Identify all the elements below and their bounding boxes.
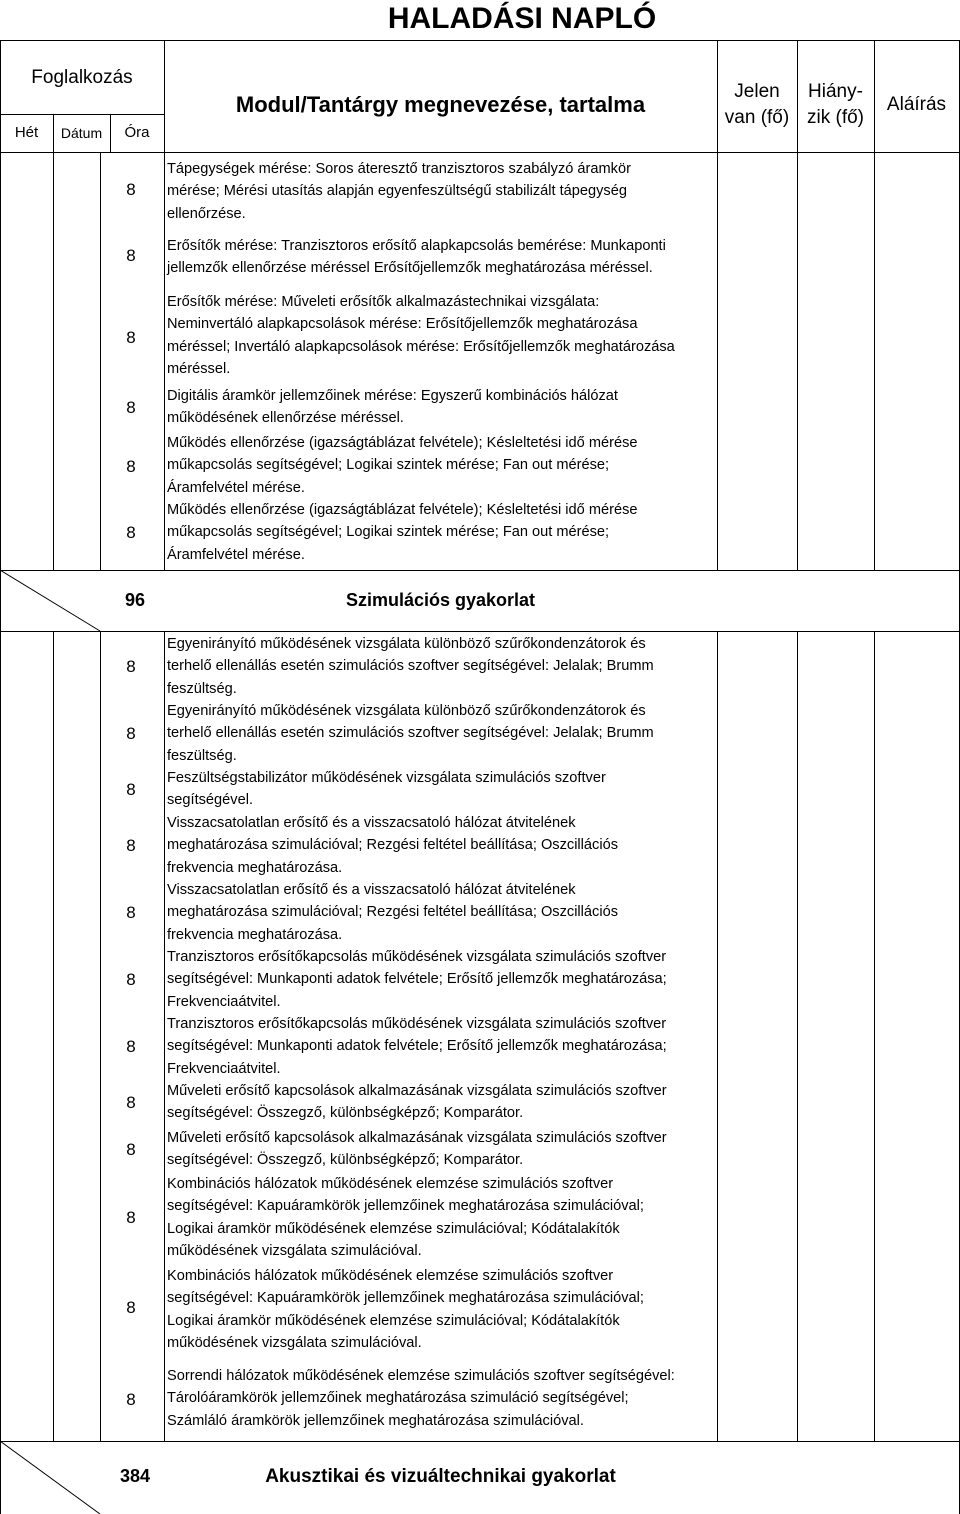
row-hours: 8 (126, 1390, 136, 1409)
row-hours: 8 (126, 836, 136, 855)
header-hiany-2: zik (fő) (807, 107, 864, 128)
row-hours: 8 (126, 724, 136, 743)
col-modul-border (164, 40, 165, 570)
row-topic: Egyenirányító működésének vizsgálata különböző szűrőkondenzátorok és terhelő ellenállás esetén szimulációs szoftver segítségével: Jelalak; Brumm feszültség. (167, 636, 654, 697)
row-hours: 8 (126, 328, 136, 347)
row-topic: Műveleti erősítő kapcsolások alkalmazásának vizsgálata szimulációs szoftver segítségével: Összegző, különbségképző; Komparátor. (167, 1130, 667, 1169)
col-jelen-border (717, 631, 718, 1441)
page-title: HALADÁSI NAPLÓ (387, 2, 657, 35)
row-hours: 8 (126, 657, 136, 676)
row-hours: 8 (126, 246, 136, 265)
header-jelen-1: Jelen (734, 81, 780, 102)
row-hours: 8 (126, 780, 136, 799)
section-title: Szimulációs gyakorlat (345, 590, 536, 610)
row-hours: 8 (126, 398, 136, 417)
col-ora-border (100, 631, 101, 1441)
row-topic: Visszacsatolatlan erősítő és a visszacsatoló hálózat átvitelének meghatározása szimulációval; Rezgési feltétel beállítása; Oszcillációs frekvencia meghatározása. (167, 882, 618, 943)
row-hours: 8 (126, 970, 136, 989)
row-topic: Digitális áramkör jellemzőinek mérése: Egyszerű kombinációs hálózat működésének ellenőrzése méréssel. (167, 388, 618, 427)
section1-diagonal (0, 570, 100, 631)
row-topic: Erősítők mérése: Műveleti erősítők alkalmazástechnikai vizsgálata: Neminvertáló alapkapcsolások mérése: Erősítőjellemzők meghatározása méréssel; Invertáló alapkapcsolások mérése: Erősítőjellemzők meghatározása méréssel. (167, 294, 675, 378)
header-datum: Dátum (60, 125, 103, 141)
section-hours: 384 (119, 1466, 151, 1486)
header-alairas: Aláírás (886, 94, 947, 115)
row-hours: 8 (126, 523, 136, 542)
row-hours: 8 (126, 457, 136, 476)
header-het: Hét (14, 124, 39, 141)
row-topic: Feszültségstabilizátor működésének vizsgálata szimulációs szoftver segítségével. (167, 770, 606, 809)
section-hours: 96 (124, 590, 146, 610)
row-topic: Működés ellenőrzése (igazságtáblázat felvétele); Késleltetési idő mérése műkapcsolás segítségével; Logikai szintek mérése; Fan out mérése; Áramfelvétel mérése. (167, 435, 638, 496)
row-topic: Erősítők mérése: Tranzisztoros erősítő alapkapcsolás bemérése: Munkaponti jellemzők ellenőrzése méréssel Erősítőjellemzők meghatározása méréssel. (167, 238, 666, 277)
row-hours: 8 (126, 1140, 136, 1159)
col-ora-border (100, 152, 101, 570)
row-topic: Visszacsatolatlan erősítő és a visszacsatoló hálózat átvitelének meghatározása szimulációval; Rezgési feltétel beállítása; Oszcillációs frekvencia meghatározása. (167, 815, 618, 876)
header-modul: Modul/Tantárgy megnevezése, tartalma (235, 92, 646, 117)
header-jelen-2: van (fő) (724, 107, 790, 128)
col-alairas-border (874, 40, 875, 570)
header-ora: Óra (124, 124, 150, 141)
row-hours: 8 (126, 180, 136, 199)
row-hours: 8 (126, 1093, 136, 1112)
row-topic: Tranzisztoros erősítőkapcsolás működésének vizsgálata szimulációs szoftver segítségével: Munkaponti adatok felvétele; Erősítő jellemzők meghatározása; Frekvenciaátvitel. (167, 1016, 667, 1077)
section2-diagonal (0, 1441, 100, 1514)
col-alairas-border (874, 631, 875, 1441)
row-topic: Tranzisztoros erősítőkapcsolás működésének vizsgálata szimulációs szoftver segítségével: Munkaponti adatok felvétele; Erősítő jellemzők meghatározása; Frekvenciaátvitel. (167, 949, 667, 1010)
header-bottom-border (0, 152, 960, 153)
row-topic: Működés ellenőrzése (igazságtáblázat felvétele); Késleltetési idő mérése műkapcsolás segítségével; Logikai szintek mérése; Fan out mérése; Áramfelvétel mérése. (167, 502, 638, 563)
row-hours: 8 (126, 1037, 136, 1056)
section-title: Akusztikai és vizuáltechnikai gyakorlat (265, 1466, 616, 1487)
row-topic: Egyenirányító működésének vizsgálata különböző szűrőkondenzátorok és terhelő ellenállás esetén szimulációs szoftver segítségével: Jelalak; Brumm feszültség. (167, 703, 654, 764)
col-left-border (0, 40, 1, 1514)
row-topic: Sorrendi hálózatok működésének elemzése szimulációs szoftver segítségével: Tárolóáramkörök jellemzőinek meghatározása szimuláció segítségével; Számláló áramkörök jellemzőinek meghatározása szimulációval. (167, 1368, 675, 1429)
row-topic: Kombinációs hálózatok működésének elemzése szimulációs szoftver segítségével: Kapuáramkörök jellemzőinek meghatározása szimulációval; Logikai áramkör működésének elemzése szimulációval; Kódátalakítók működésének vizsgálata szimulációval. (167, 1268, 644, 1352)
section2-top-border (0, 1441, 960, 1442)
row-hours: 8 (126, 1298, 136, 1317)
header-subdivider (0, 114, 164, 115)
header-hiany-1: Hiány- (808, 81, 863, 102)
section1-bottom-border (0, 631, 960, 632)
col-datum-border (53, 152, 54, 570)
row-topic: Kombinációs hálózatok működésének elemzése szimulációs szoftver segítségével: Kapuáramkörök jellemzőinek meghatározása szimulációval; Logikai áramkör működésének elemzése szimulációval; Kódátalakítók működésének vizsgálata szimulációval. (167, 1176, 644, 1260)
header-foglalkozas: Foglalkozás (31, 67, 133, 88)
col-datum-border (53, 631, 54, 1441)
row-topic: Műveleti erősítő kapcsolások alkalmazásának vizsgálata szimulációs szoftver segítségével: Összegző, különbségképző; Komparátor. (167, 1083, 667, 1122)
col-modul-border (164, 631, 165, 1441)
col-hiany-border (797, 631, 798, 1441)
row-hours: 8 (126, 903, 136, 922)
row-hours: 8 (126, 1208, 136, 1227)
section1-top-border (0, 570, 960, 571)
row-topic: Tápegységek mérése: Soros áteresztő tranzisztoros szabályzó áramkör mérése; Mérési utasítás alapján egyenfeszültségű stabilizált tápegység ellenőrzése. (167, 161, 631, 222)
table-top-border (0, 40, 960, 41)
